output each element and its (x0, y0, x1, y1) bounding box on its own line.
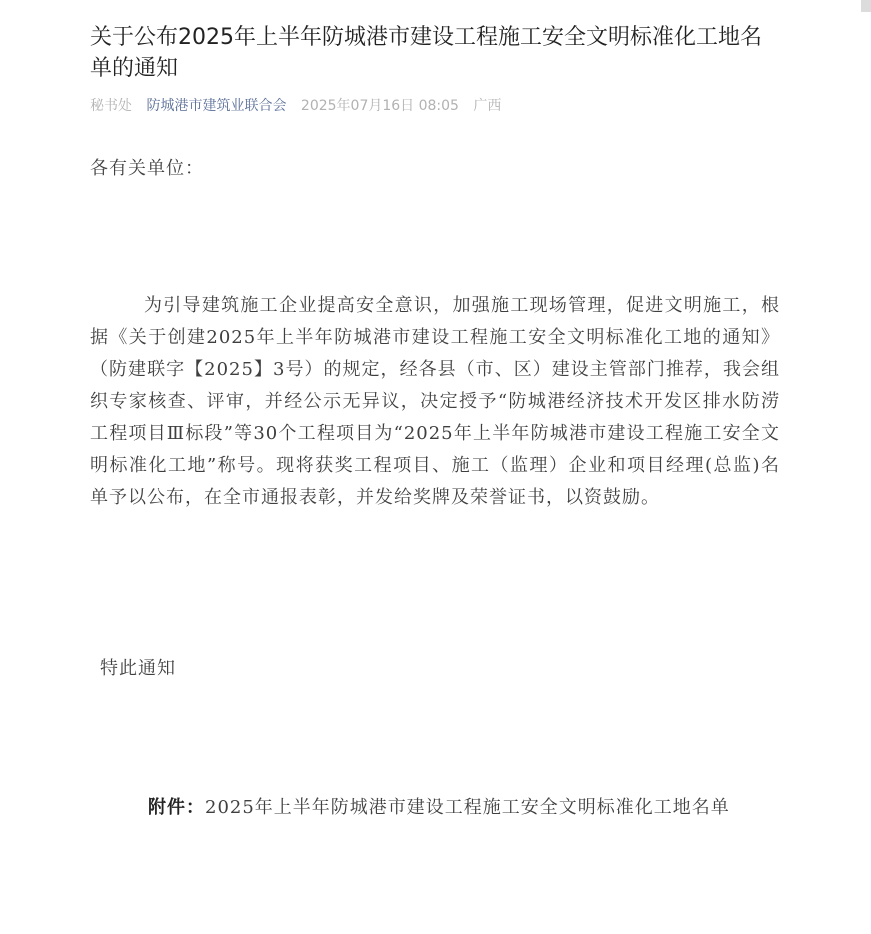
article-title: 关于公布2025年上半年防城港市建设工程施工安全文明标准化工地名单的通知 (90, 25, 762, 81)
publish-location: 广西 (473, 98, 502, 114)
article-header (90, 22, 770, 116)
scrollbar-corner (861, 0, 871, 12)
account-name-link[interactable]: 防城港市建筑业联合会 (146, 98, 287, 114)
attachment-line (148, 792, 773, 824)
publish-datetime: 2025年07月16日 08:05 (300, 98, 459, 114)
salutation: 各有关单位： (90, 158, 204, 179)
attachment-label: 附件： (148, 797, 205, 818)
author-name: 秘书处 (90, 98, 132, 114)
closing-text: 特此通知 (100, 658, 176, 679)
article-meta (90, 96, 770, 116)
body-paragraph: 为引导建筑施工企业提高安全意识，加强施工现场管理，促进文明施工，根据《关于创建2025年上半年防城港市建设工程施工安全文明标准化工地的通知》（防建联字【2025】3号）的规定，经各县（市、区）建设主管部门推荐，我会组织专家核查、评审，并经公示无异议，决定授予“防城港经济技术开发区排水防涝工程项目Ⅲ标段”等30个工程项目为“2025年上半年防城港市建设工程施工安全文明标准化工地”称号。现将获奖工程项目、施工（监理）企业和项目经理(总监)名单予以公布，在全市通报表彰，并发给奖牌及荣誉证书，以资鼓励。 (90, 295, 780, 508)
attachment-title: 2025年上半年防城港市建设工程施工安全文明标准化工地名单 (205, 797, 730, 818)
